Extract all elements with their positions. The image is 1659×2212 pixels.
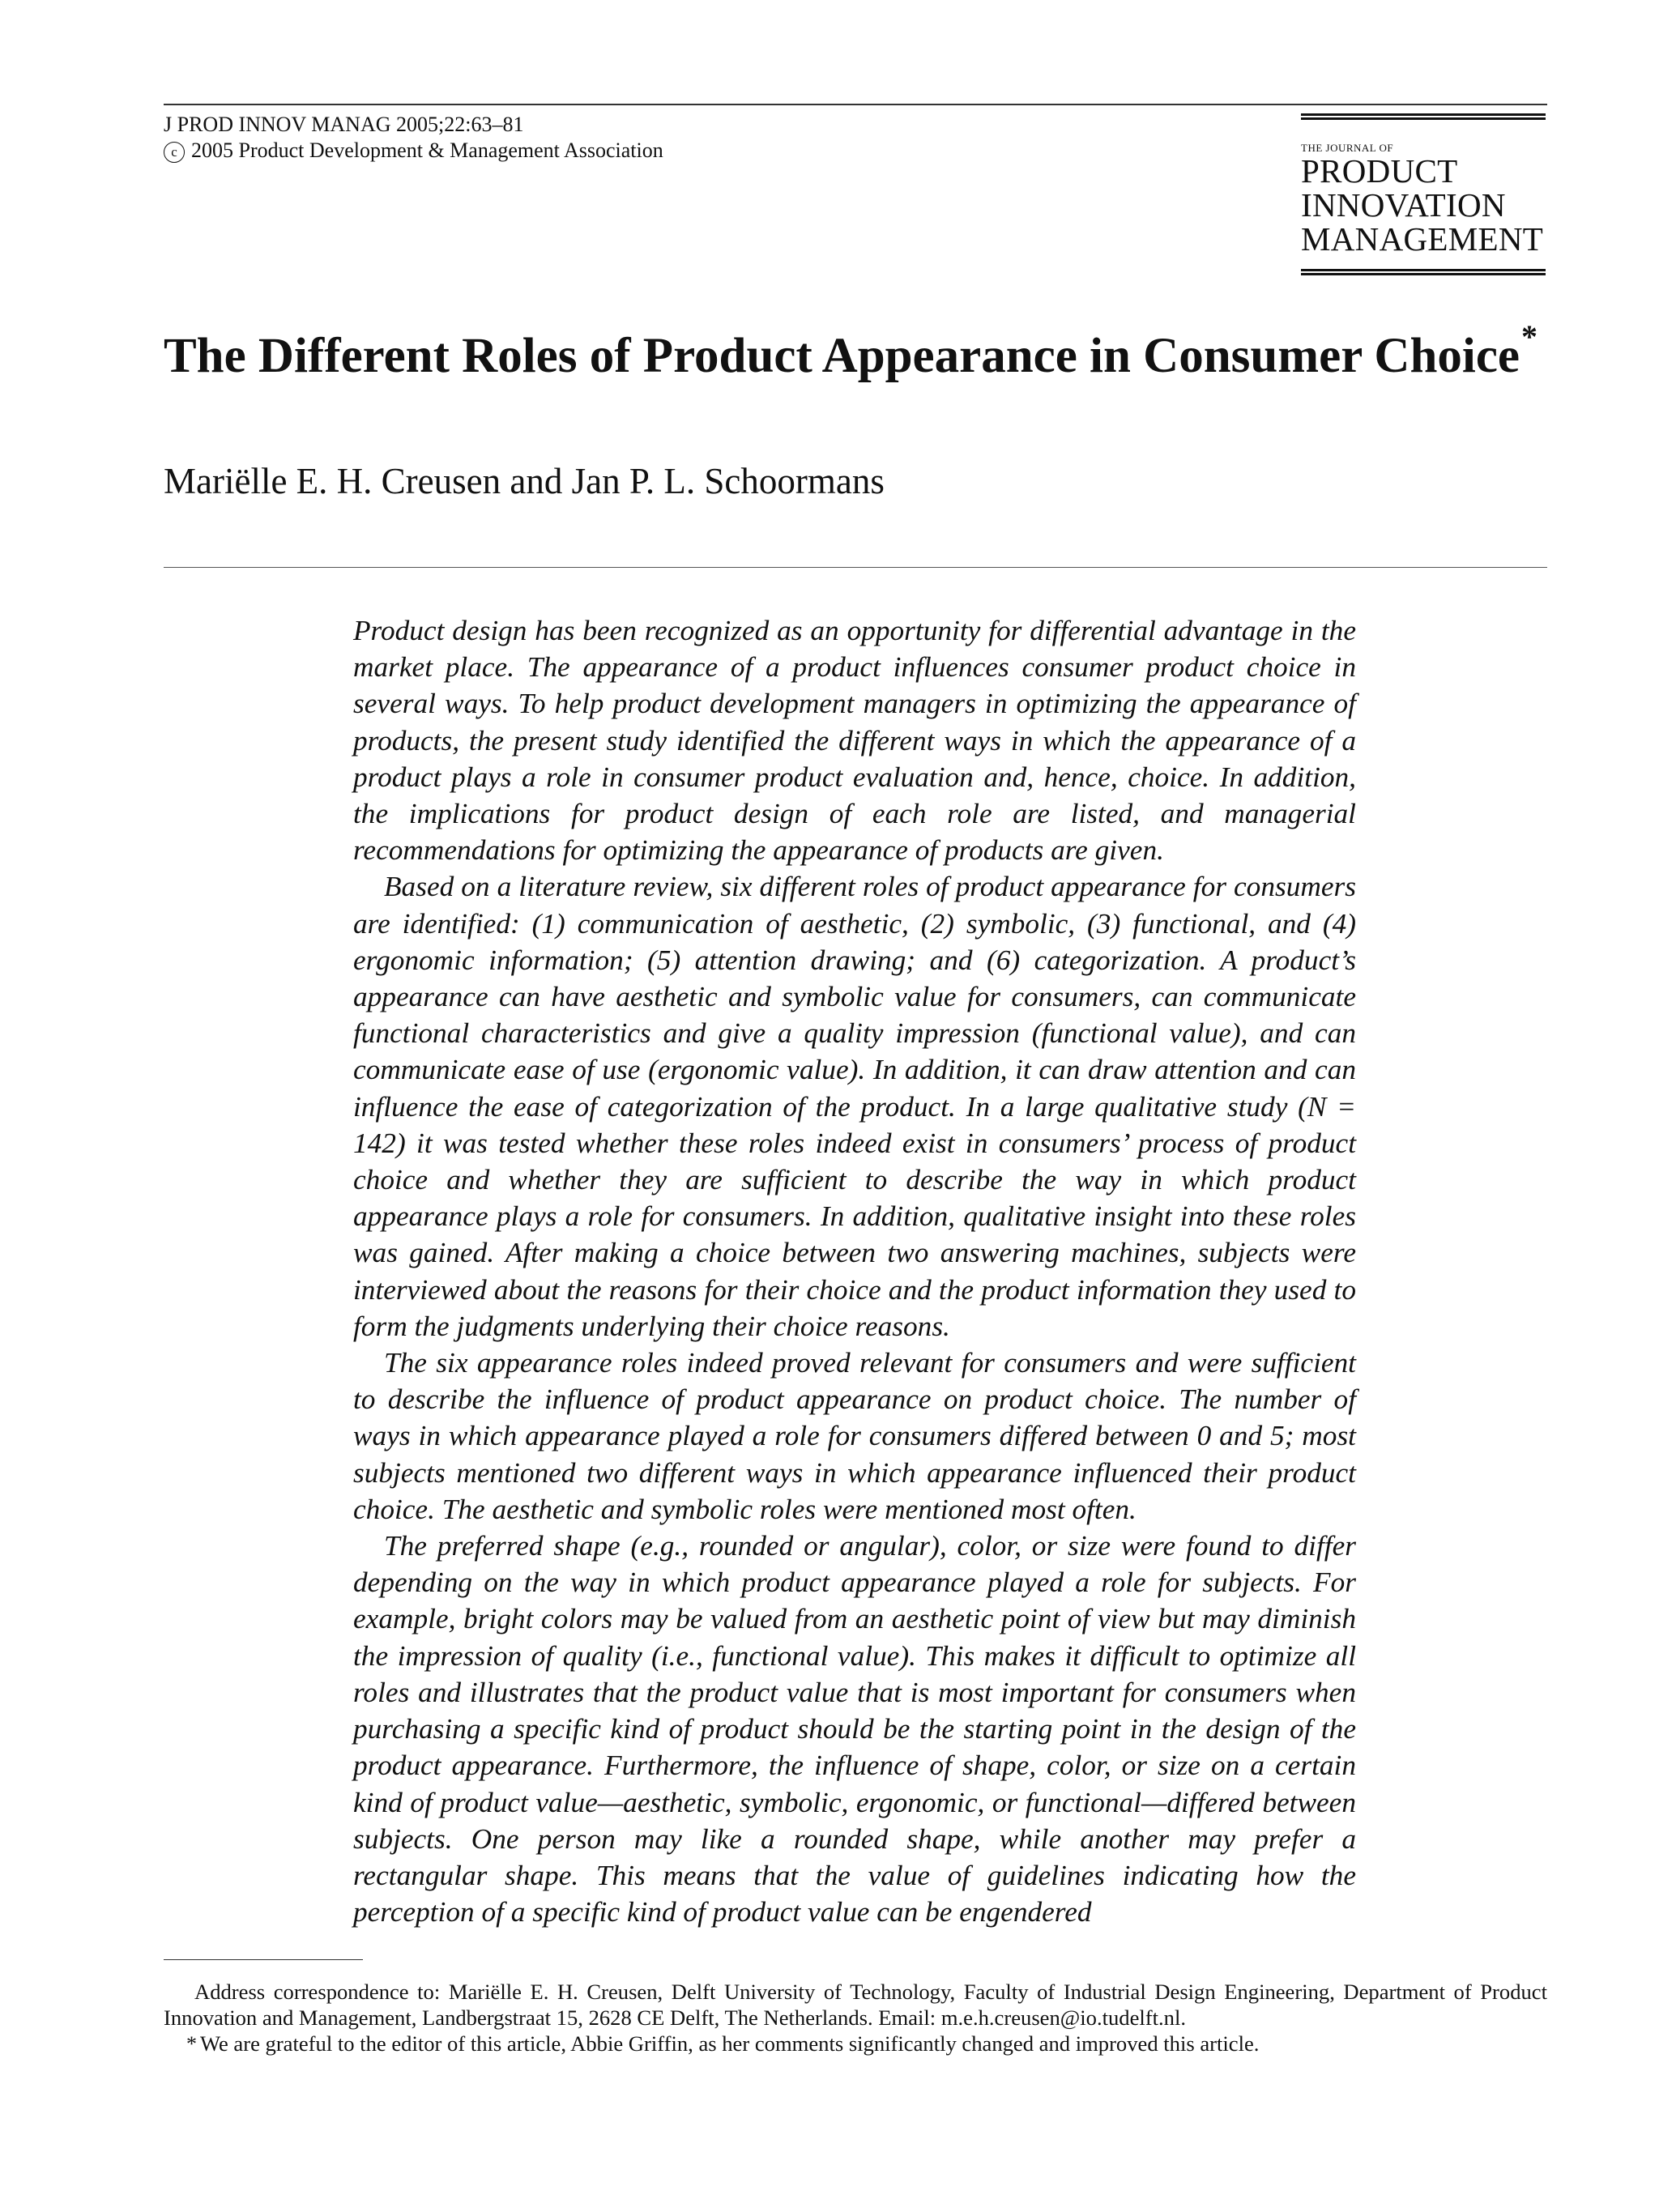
masthead-line-innovation: INNOVATION	[1301, 186, 1506, 224]
abstract-paragraph-4: The preferred shape (e.g., rounded or angular), color, or size were found to differ depending on the way in which product appearance played a role for subjects. For example, bright colors may be valued from an aesthetic point of view but may diminish the impression of quality (i.e., functional value). This makes it difficult to optimize all roles and illustrates that the product value that is most important for consumers when purchasing a specific kind of product should be the starting point in the design of the product appearance. Furthermore, the influence of shape, color, or size on a certain kind of product value—aesthetic, symbolic, ergonomic, or functional—differed between subjects. One person may like a rounded shape, while another may prefer a rectangular shape. This means that the value of guidelines indicating how the perception of a specific kind of product value can be engendered	[353, 1530, 1356, 1929]
copyright-line	[164, 138, 663, 164]
article-title-text: The Different Roles of Product Appearance in Consumer Choice	[164, 329, 1520, 383]
footnote-mark: *	[186, 2032, 197, 2056]
journal-masthead	[1301, 113, 1546, 275]
header-rule	[164, 104, 1547, 105]
footnote-correspondence: Address correspondence to: Mariëlle E. H. Creusen, Delft University of Technology, Faculty of Industrial Design Engineering, Department of Product Innovation and Management, Landbergstraat 15, 2628 CE Delft, The Netherlands. Email: m.e.h.creusen@io.tudelft.nl.	[164, 1980, 1547, 2030]
masthead-top-rule	[1301, 113, 1546, 120]
footnote-acknowledgment-text: We are grateful to the editor of this article, Abbie Griffin, as her comments significantly changed and improved this article.	[200, 2031, 1260, 2056]
masthead-line-management: MANAGEMENT	[1301, 220, 1544, 258]
title-divider	[164, 567, 1547, 568]
masthead-small-line: THE JOURNAL OF	[1301, 142, 1394, 154]
journal-reference	[164, 112, 663, 164]
title-footnote-mark: *	[1521, 318, 1537, 355]
copyright-text: 2005 Product Development & Management Association	[191, 139, 663, 162]
footnote-rule	[164, 1959, 363, 1960]
abstract-paragraph-2: Based on a literature review, six different roles of product appearance for consumers are identified: (1) communication of aesthetic, (2) symbolic, (3) functional, and (4) ergonomic information; (5) attention drawing; and (6) categorization. A product’s appearance can have aesthetic and symbolic value for consumers, can communicate functional characteristics and give a quality impression (functional value), and can communicate ease of use (ergonomic value). In addition, it can draw attention and can influence the ease of categorization of the product. In a large qualitative study (N = 142) it was tested whether these roles indeed exist in consumers’ process of product choice and whether they are sufficient to describe the way in which product appearance plays a role for consumers. In addition, qualitative insight into these roles was gained. After making a choice between two answering machines, subjects were interviewed about the reasons for their choice and the product information they used to form the judgments underlying their choice reasons.	[353, 871, 1356, 1342]
footnote-acknowledgment	[164, 2031, 1547, 2057]
abstract-paragraph-3: The six appearance roles indeed proved relevant for consumers and were sufficient to describe the influence of product appearance on product choice. The number of ways in which appearance played a role for consumers differed between 0 and 5; most subjects mentioned two different ways in which appearance influenced their product choice. The aesthetic and symbolic roles were mentioned most often.	[353, 1347, 1356, 1525]
abstract	[353, 612, 1356, 1930]
citation: J PROD INNOV MANAG 2005;22:63–81	[164, 113, 524, 136]
article-authors: Mariëlle E. H. Creusen and Jan P. L. Schoormans	[164, 461, 885, 501]
copyright-icon: c	[164, 142, 185, 163]
article-title	[164, 318, 1557, 387]
masthead-line-product: PRODUCT	[1301, 152, 1458, 190]
abstract-paragraph-1: Product design has been recognized as an opportunity for differential advantage in the market place. The appearance of a product influences consumer product choice in several ways. To help product development managers in optimizing the appearance of products, the present study identified the different ways in which the appearance of a product plays a role in consumer product evaluation and, hence, choice. In addition, the implications for product design of each role are listed, and managerial recommendations for optimizing the appearance of products are given.	[353, 615, 1356, 867]
masthead-bottom-rule	[1301, 269, 1546, 275]
footnotes	[164, 1979, 1547, 2057]
